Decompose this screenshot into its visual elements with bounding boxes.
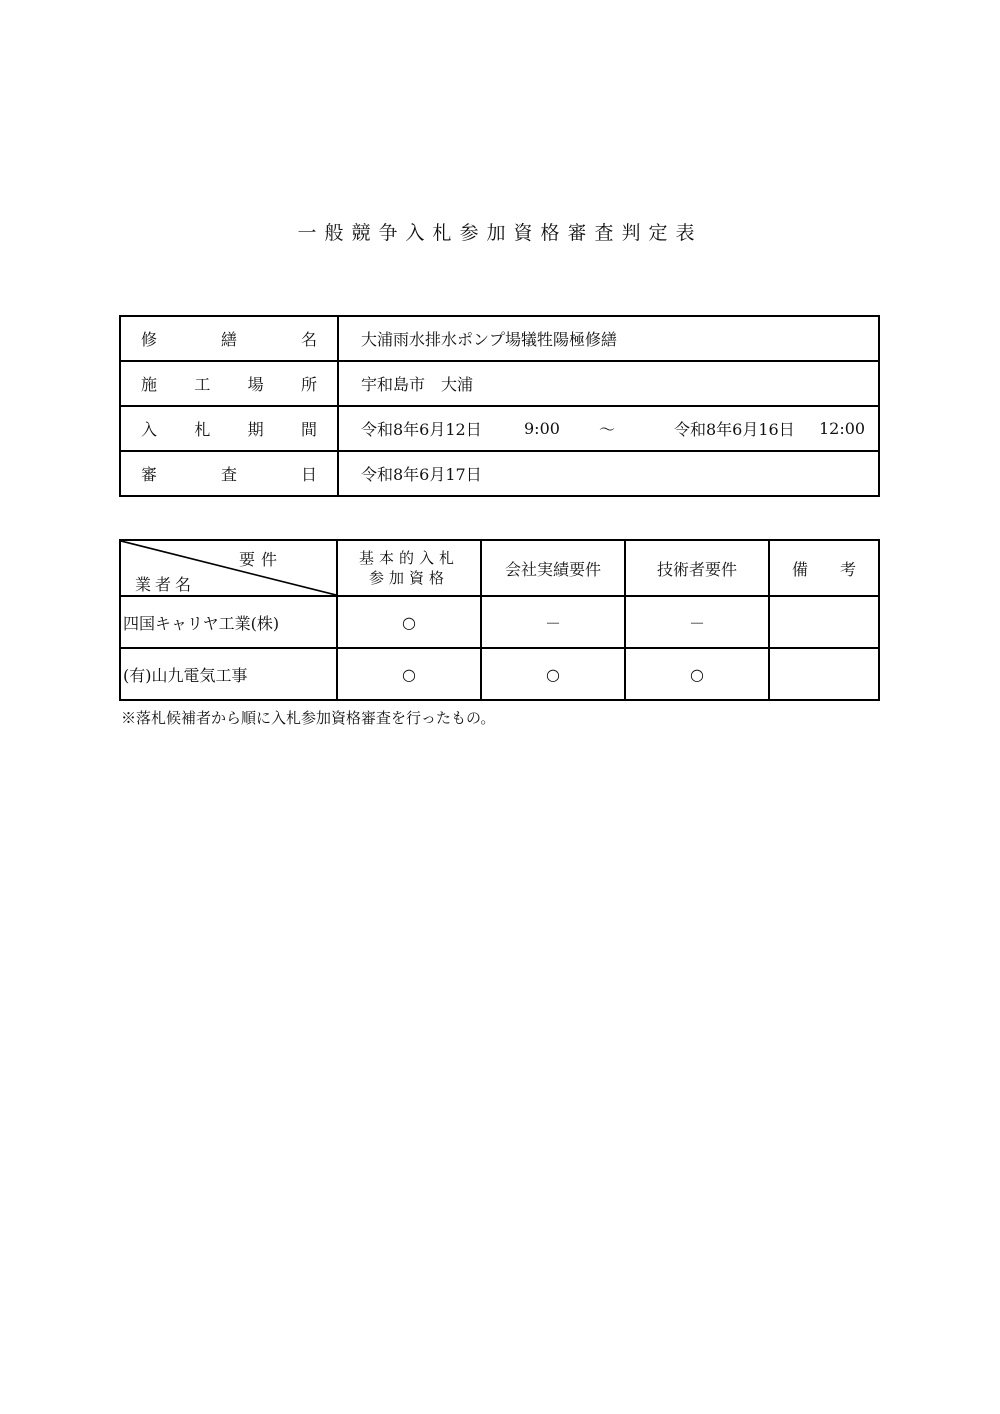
remarks-cell xyxy=(769,648,879,700)
review-date-label: 審 査 日 xyxy=(120,451,338,496)
page-title: 一般競争入札参加資格審査判定表 xyxy=(297,222,703,244)
bid-period-label: 入 札 期 間 xyxy=(120,406,338,451)
period-start-date: 令和8年6月12日 xyxy=(361,420,482,439)
repair-name-value: 大浦雨水排水ポンプ場犠牲陽極修繕 xyxy=(338,316,879,361)
engineer-mark: － xyxy=(625,596,769,648)
repair-name-label: 修 繕 名 xyxy=(120,316,338,361)
location-label: 施 工 場 所 xyxy=(120,361,338,406)
location-value: 宇和島市 大浦 xyxy=(338,361,879,406)
qualification-results-table xyxy=(119,539,880,701)
repair-name-row xyxy=(120,316,879,361)
project-info-table xyxy=(119,315,880,497)
basic-qualification-mark: ○ xyxy=(337,648,481,700)
remarks-cell xyxy=(769,596,879,648)
company-name: (有)山九電気工事 xyxy=(120,648,337,700)
engineer-mark: ○ xyxy=(625,648,769,700)
review-date-value: 令和8年6月17日 xyxy=(338,451,879,496)
bid-period-row xyxy=(120,406,879,451)
col-basic-qualification: 基本的入札 参加資格 xyxy=(337,540,481,596)
company-record-mark: － xyxy=(481,596,625,648)
corner-company-label: 業者名 xyxy=(135,575,196,594)
period-end-time: 12:00 xyxy=(819,419,866,438)
col-company-record: 会社実績要件 xyxy=(481,540,625,596)
period-end-date: 令和8年6月16日 xyxy=(674,420,795,439)
company-name: 四国キャリヤ工業(株) xyxy=(120,596,337,648)
corner-requirements-label: 要件 xyxy=(239,550,284,569)
col-remarks: 備 考 xyxy=(769,540,879,596)
basic-qualification-mark: ○ xyxy=(337,596,481,648)
col-engineer-requirement: 技術者要件 xyxy=(625,540,769,596)
bid-period-value xyxy=(338,406,879,451)
review-date-row xyxy=(120,451,879,496)
table-row xyxy=(120,596,879,648)
results-header-row xyxy=(120,540,879,596)
period-start-time: 9:00 xyxy=(524,419,560,438)
company-record-mark: ○ xyxy=(481,648,625,700)
table-row xyxy=(120,648,879,700)
footnote: ※落札候補者から順に入札参加資格審査を行ったもの。 xyxy=(121,709,496,727)
location-row xyxy=(120,361,879,406)
header-corner-cell xyxy=(120,540,337,596)
period-separator: ～ xyxy=(599,420,616,439)
